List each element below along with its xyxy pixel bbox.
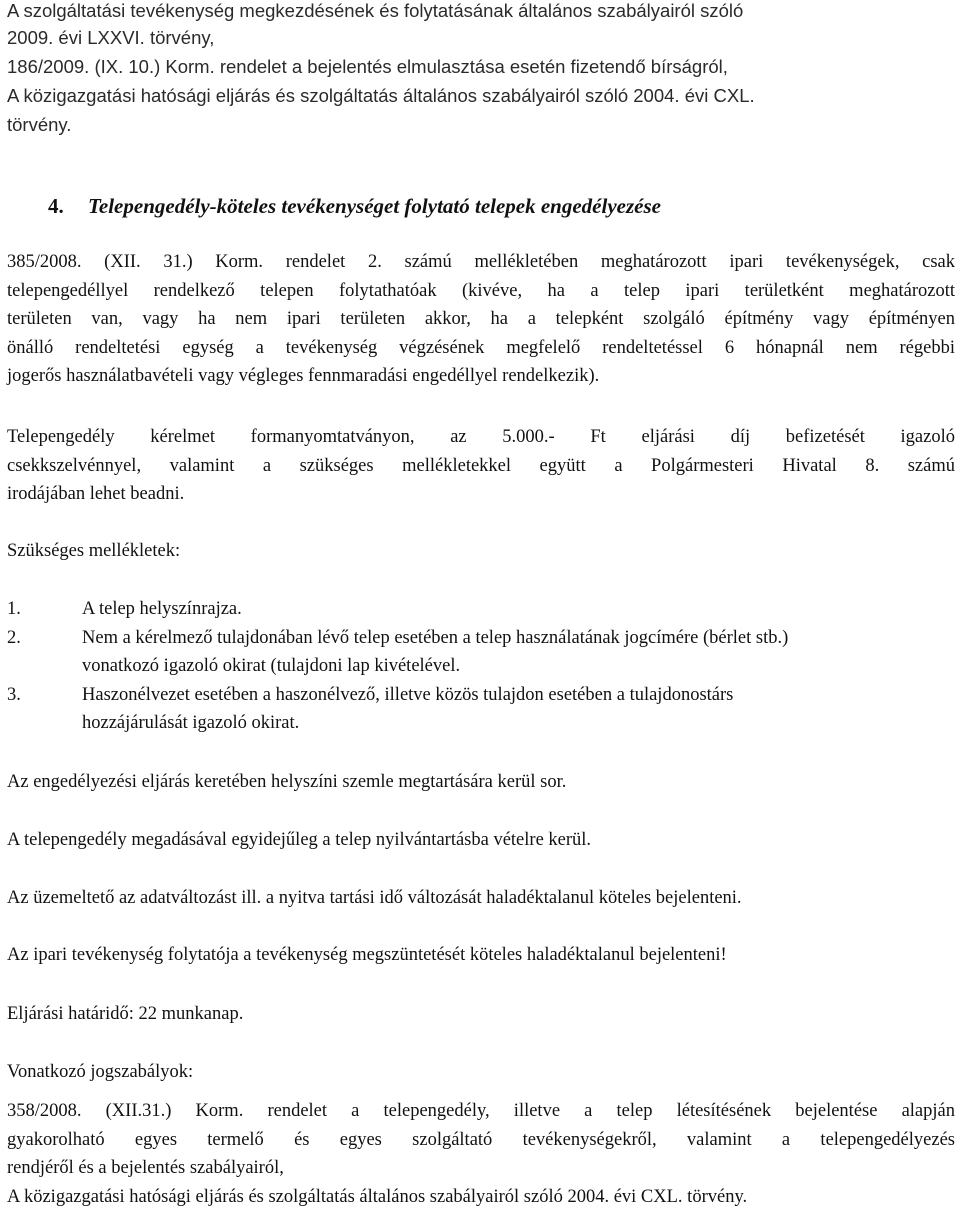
paragraph-line: jogerős használatbavételi vagy végleges fennmaradási engedéllyel rendelkezik). — [7, 362, 955, 391]
attachments-list — [7, 595, 955, 738]
section-title: Telepengedély-köteles tevékenységet folytató telepek engedélyezése — [88, 194, 661, 218]
list-item-line: hozzájárulását igazoló okirat. — [82, 709, 955, 738]
regulation-line: rendjéről és a bejelentés szabályairól, — [7, 1154, 955, 1183]
statement-inspection: Az engedélyezési eljárás keretében helyszíni szemle megtartására kerül sor. — [7, 772, 566, 793]
statement-changes: Az üzemeltető az adatváltozást ill. a nyitva tartási idő változását haladéktalanul köteles bejelenteni. — [7, 888, 742, 909]
regulation-line: A közigazgatási hatósági eljárás és szolgáltatás általános szabályairól szóló 2004. évi CXL. törvény. — [7, 1183, 955, 1211]
list-item-text: A telep helyszínrajza. — [82, 595, 955, 624]
paragraph-line: irodájában lehet beadni. — [7, 480, 955, 509]
list-item — [7, 624, 955, 681]
section-heading — [48, 194, 661, 219]
paragraph-line: területen van, vagy ha nem ipari területen akkor, ha a telepként szolgáló építmény vagy építményen — [7, 305, 955, 334]
list-item-text — [82, 624, 955, 681]
paragraph-line: Telepengedély kérelmet formanyomtatványon, az 5.000.- Ft eljárási díj befizetését igazoló — [7, 423, 955, 452]
paragraph-application — [7, 423, 955, 509]
list-item-line: Haszonélvezet esetében a haszonélvező, illetve közös tulajdon esetében a tulajdonostárs — [82, 681, 955, 710]
regulation-line: 358/2008. (XII.31.) Korm. rendelet a telepengedély, illetve a telep létesítésének bejelentése alapján — [7, 1097, 955, 1126]
list-item — [7, 595, 955, 624]
paragraph-permit-scope — [7, 248, 955, 391]
paragraph-line: telepengedéllyel rendelkező telepen folytathatóak (kivéve, ha a telep ipari területként meghatározott — [7, 277, 955, 306]
list-item — [7, 681, 955, 738]
statement-deadline: Eljárási határidő: 22 munkanap. — [7, 1004, 243, 1025]
header-line: A közigazgatási hatósági eljárás és szolgáltatás általános szabályairól szóló 2004. évi CXL. — [7, 85, 755, 107]
statement-termination: Az ipari tevékenység folytatója a tevékenység megszüntetését köteles haladéktalanul bejelenteni! — [7, 945, 727, 966]
list-item-number: 3. — [7, 681, 82, 738]
statement-registry: A telepengedély megadásával egyidejűleg a telep nyilvántartásba vételre kerül. — [7, 830, 591, 851]
list-item-number: 1. — [7, 595, 82, 624]
regulations-text — [7, 1097, 955, 1211]
attachments-label: Szükséges mellékletek: — [7, 541, 180, 562]
header-line: A szolgáltatási tevékenység megkezdésének és folytatásának általános szabályairól szóló — [7, 0, 743, 22]
regulations-label: Vonatkozó jogszabályok: — [7, 1062, 193, 1083]
paragraph-line: önálló rendeltetési egység a tevékenység végzésének megfelelő rendeltetéssel 6 hónapnál nem régebbi — [7, 334, 955, 363]
header-line: 186/2009. (IX. 10.) Korm. rendelet a bejelentés elmulasztása esetén fizetendő bírságról, — [7, 56, 728, 78]
list-item-line: vonatkozó igazoló okirat (tulajdoni lap kivételével. — [82, 652, 955, 681]
paragraph-line: csekkszelvénnyel, valamint a szükséges mellékletekkel együtt a Polgármesteri Hivatal 8. számú — [7, 452, 955, 481]
list-item-number: 2. — [7, 624, 82, 681]
paragraph-line: 385/2008. (XII. 31.) Korm. rendelet 2. számú mellékletében meghatározott ipari tevékenységek, csak — [7, 248, 955, 277]
regulation-line: gyakorolható egyes termelő és egyes szolgáltató tevékenységekről, valamint a telepengedélyezés — [7, 1126, 955, 1155]
header-line: törvény. — [7, 114, 71, 136]
list-item-line: Nem a kérelmező tulajdonában lévő telep esetében a telep használatának jogcímére (bérlet stb.) — [82, 624, 955, 653]
section-number: 4. — [48, 194, 88, 219]
header-line: 2009. évi LXXVI. törvény, — [7, 27, 214, 49]
list-item-text — [82, 681, 955, 738]
